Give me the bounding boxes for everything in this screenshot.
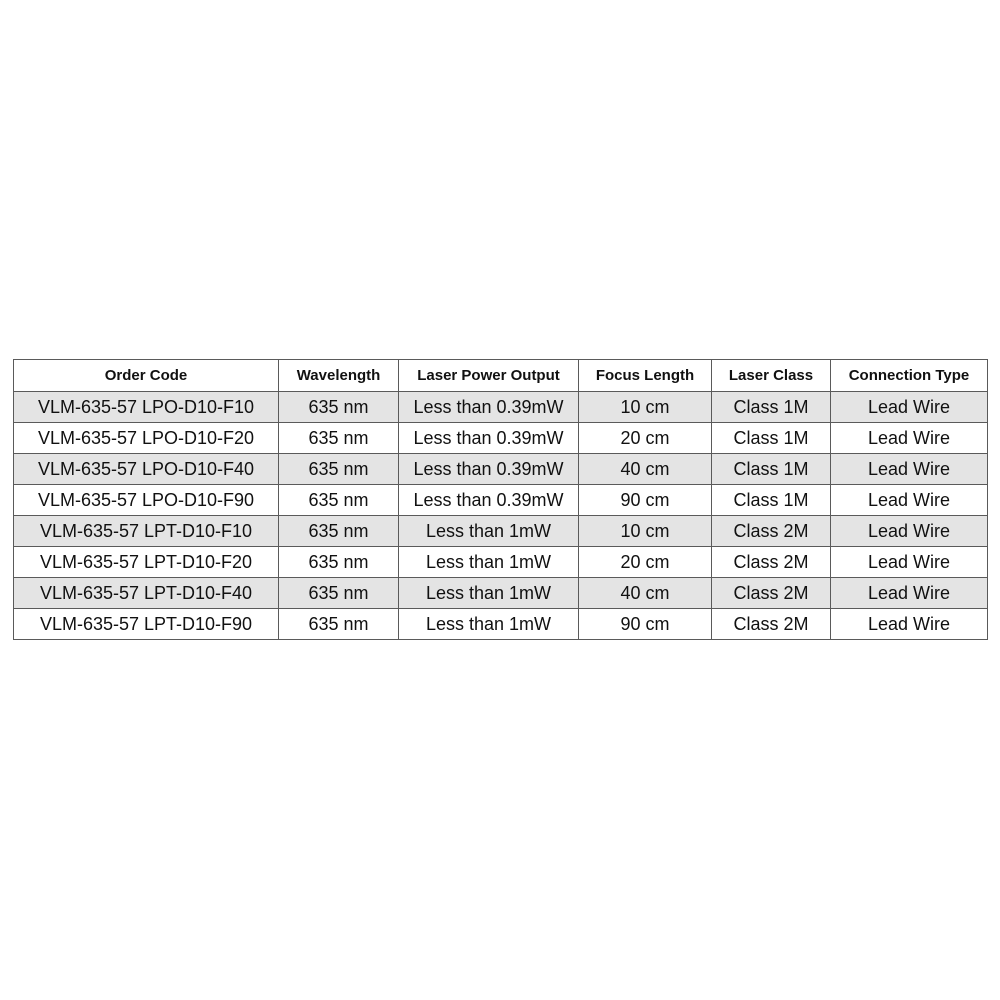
table-row xyxy=(14,423,988,454)
focus-length-cell: 20 cm xyxy=(579,547,712,578)
laser-power-cell: Less than 1mW xyxy=(399,547,579,578)
header-laser-class: Laser Class xyxy=(712,360,831,392)
header-connection-type: Connection Type xyxy=(831,360,988,392)
laser-class-cell: Class 2M xyxy=(712,578,831,609)
table-row xyxy=(14,485,988,516)
table-row xyxy=(14,547,988,578)
connection-type-cell: Lead Wire xyxy=(831,423,988,454)
wavelength-cell: 635 nm xyxy=(279,423,399,454)
connection-type-cell: Lead Wire xyxy=(831,392,988,423)
header-row xyxy=(14,360,988,392)
focus-length-cell: 40 cm xyxy=(579,454,712,485)
laser-power-cell: Less than 0.39mW xyxy=(399,454,579,485)
laser-class-cell: Class 2M xyxy=(712,516,831,547)
connection-type-cell: Lead Wire xyxy=(831,454,988,485)
focus-length-cell: 90 cm xyxy=(579,485,712,516)
laser-class-cell: Class 1M xyxy=(712,392,831,423)
laser-power-cell: Less than 0.39mW xyxy=(399,423,579,454)
table-header xyxy=(14,360,988,392)
header-laser-power-output: Laser Power Output xyxy=(399,360,579,392)
laser-power-cell: Less than 1mW xyxy=(399,516,579,547)
connection-type-cell: Lead Wire xyxy=(831,547,988,578)
order-code-cell: VLM-635-57 LPO-D10-F90 xyxy=(14,485,279,516)
laser-power-cell: Less than 0.39mW xyxy=(399,485,579,516)
header-wavelength: Wavelength xyxy=(279,360,399,392)
wavelength-cell: 635 nm xyxy=(279,547,399,578)
order-code-cell: VLM-635-57 LPO-D10-F20 xyxy=(14,423,279,454)
table-row xyxy=(14,516,988,547)
wavelength-cell: 635 nm xyxy=(279,578,399,609)
connection-type-cell: Lead Wire xyxy=(831,485,988,516)
laser-class-cell: Class 2M xyxy=(712,547,831,578)
wavelength-cell: 635 nm xyxy=(279,392,399,423)
focus-length-cell: 40 cm xyxy=(579,578,712,609)
wavelength-cell: 635 nm xyxy=(279,609,399,640)
order-code-cell: VLM-635-57 LPT-D10-F90 xyxy=(14,609,279,640)
laser-class-cell: Class 1M xyxy=(712,423,831,454)
connection-type-cell: Lead Wire xyxy=(831,578,988,609)
wavelength-cell: 635 nm xyxy=(279,516,399,547)
laser-class-cell: Class 1M xyxy=(712,454,831,485)
order-code-cell: VLM-635-57 LPO-D10-F40 xyxy=(14,454,279,485)
laser-power-cell: Less than 1mW xyxy=(399,578,579,609)
header-focus-length: Focus Length xyxy=(579,360,712,392)
focus-length-cell: 20 cm xyxy=(579,423,712,454)
connection-type-cell: Lead Wire xyxy=(831,609,988,640)
wavelength-cell: 635 nm xyxy=(279,485,399,516)
wavelength-cell: 635 nm xyxy=(279,454,399,485)
laser-class-cell: Class 2M xyxy=(712,609,831,640)
table-row xyxy=(14,578,988,609)
header-order-code: Order Code xyxy=(14,360,279,392)
table-row xyxy=(14,609,988,640)
order-code-cell: VLM-635-57 LPO-D10-F10 xyxy=(14,392,279,423)
order-code-cell: VLM-635-57 LPT-D10-F40 xyxy=(14,578,279,609)
product-spec-table xyxy=(13,359,988,640)
order-code-cell: VLM-635-57 LPT-D10-F20 xyxy=(14,547,279,578)
table-row xyxy=(14,454,988,485)
focus-length-cell: 10 cm xyxy=(579,392,712,423)
table-row xyxy=(14,392,988,423)
focus-length-cell: 10 cm xyxy=(579,516,712,547)
laser-power-cell: Less than 1mW xyxy=(399,609,579,640)
focus-length-cell: 90 cm xyxy=(579,609,712,640)
order-code-cell: VLM-635-57 LPT-D10-F10 xyxy=(14,516,279,547)
connection-type-cell: Lead Wire xyxy=(831,516,988,547)
laser-class-cell: Class 1M xyxy=(712,485,831,516)
table-body xyxy=(14,392,988,640)
laser-power-cell: Less than 0.39mW xyxy=(399,392,579,423)
